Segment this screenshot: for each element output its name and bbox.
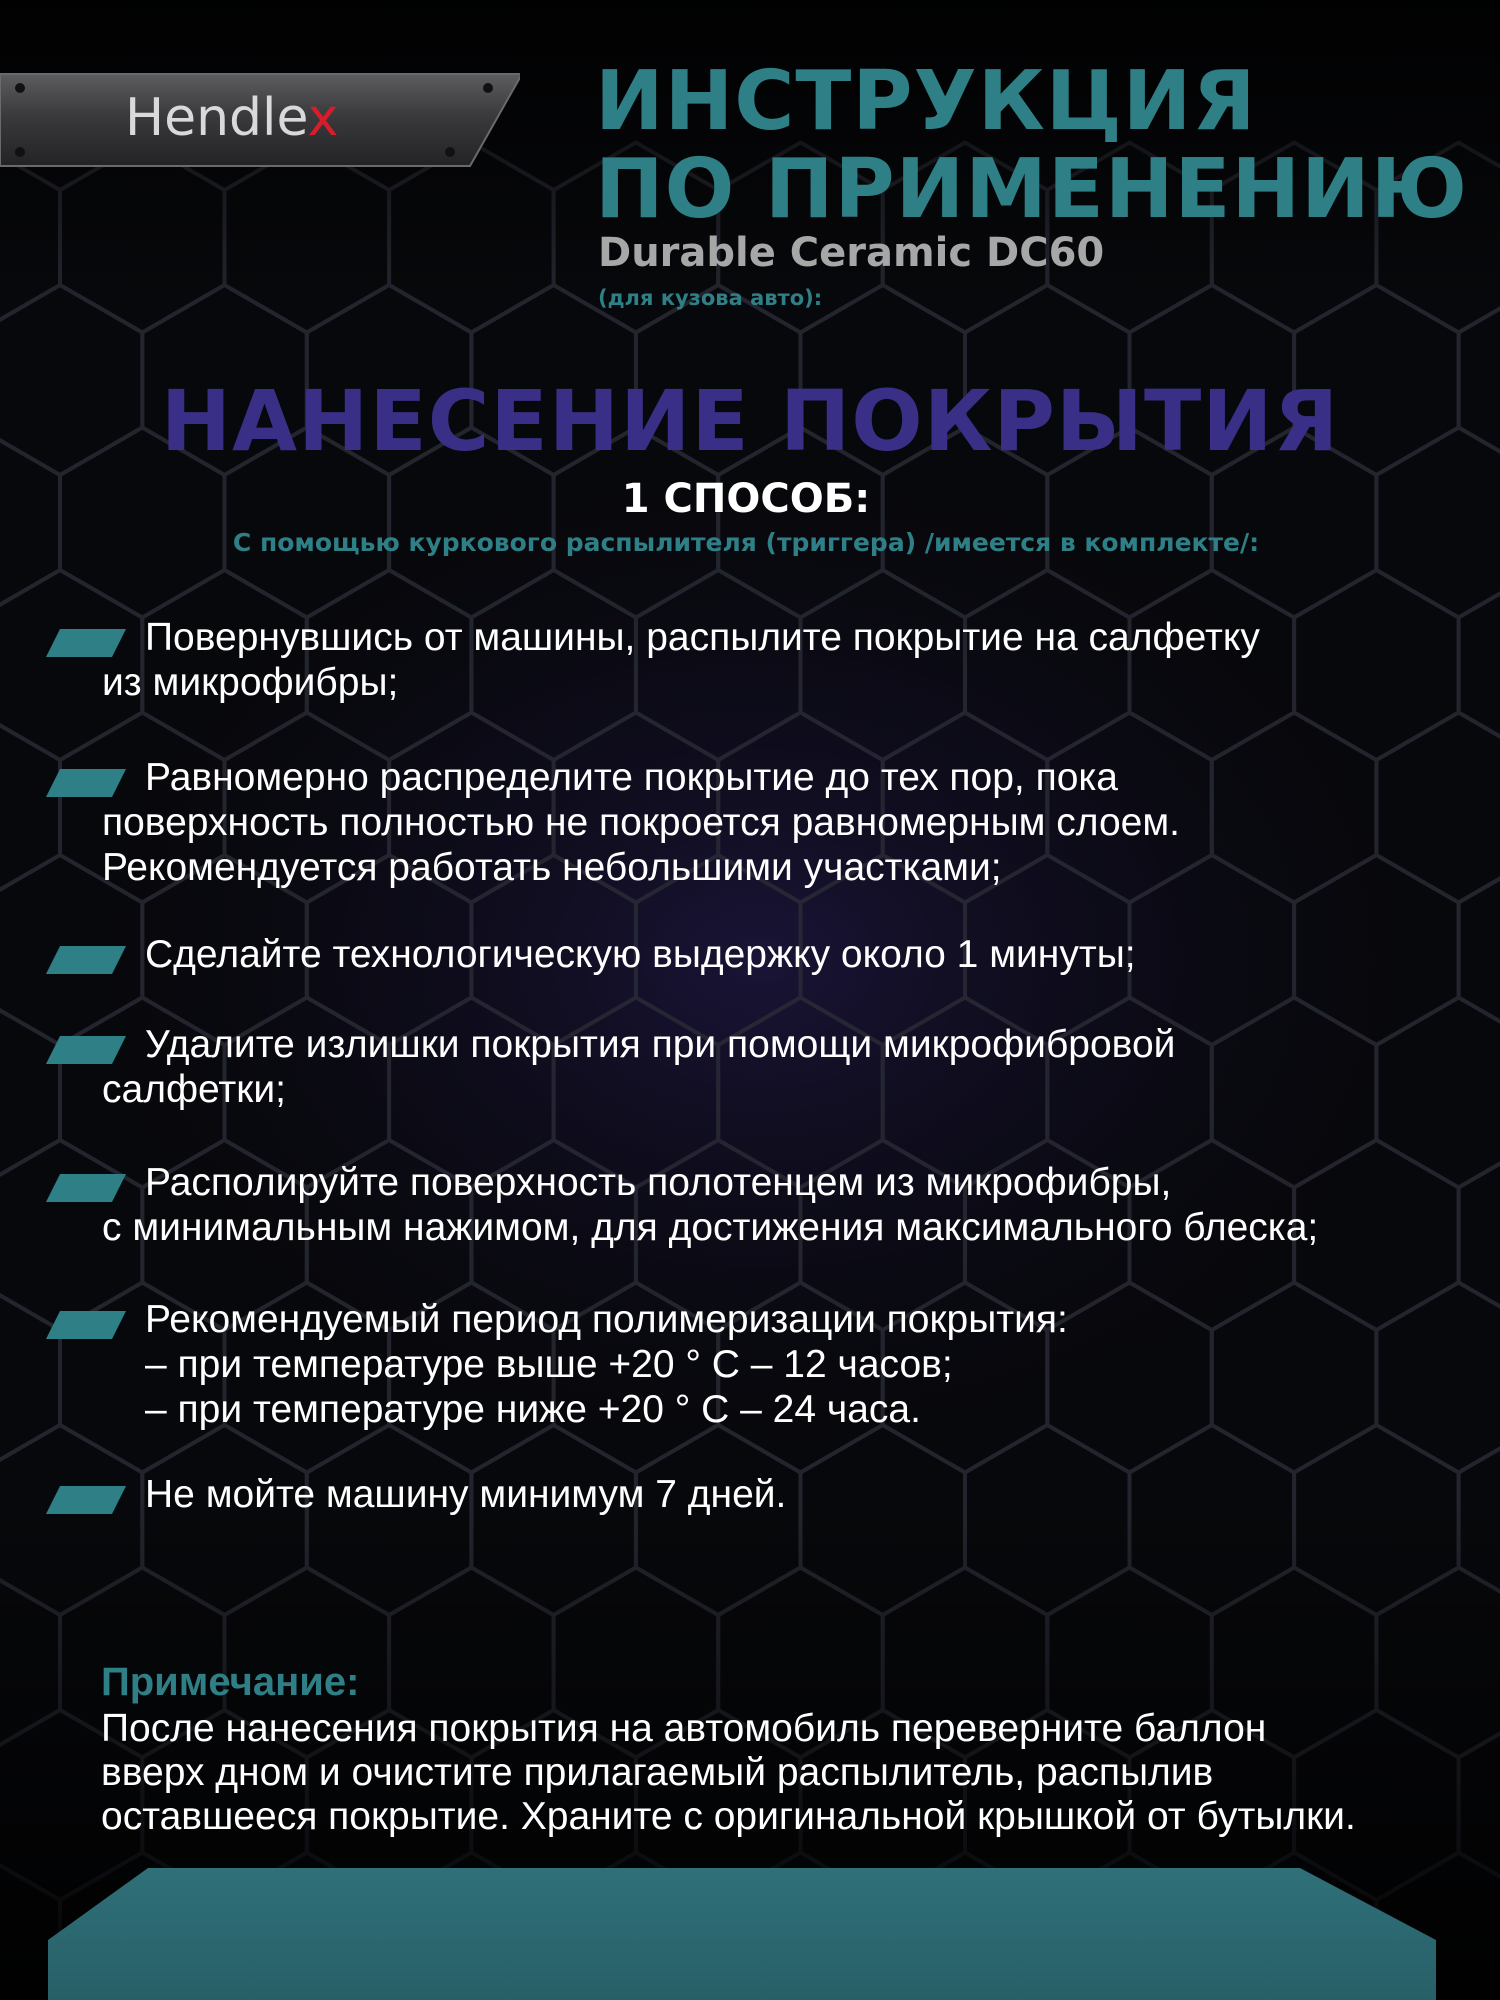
- step-item: [0, 1160, 1500, 1250]
- note-line: После нанесения покрытия на автомобиль переверните баллон: [101, 1707, 1267, 1750]
- step-line: Рекомендуемый период полимеризации покрытия:: [145, 1298, 1068, 1341]
- product-note: (для кузова авто):: [598, 286, 823, 310]
- step-line: салфетки;: [102, 1068, 286, 1111]
- step-line: Не мойте машину минимум 7 дней.: [145, 1473, 787, 1516]
- step-item: [0, 1472, 1500, 1517]
- note-title: Примечание:: [101, 1660, 360, 1704]
- step-item: [0, 755, 1500, 890]
- step-line: поверхность полностью не покроется равномерным слоем.: [102, 801, 1181, 844]
- step-item: [0, 1022, 1500, 1112]
- logo-accent: x: [307, 88, 339, 148]
- page-title-line1: ИНСТРУКЦИЯ: [595, 54, 1257, 149]
- step-line: с минимальным нажимом, для достижения максимального блеска;: [102, 1206, 1319, 1249]
- step-item: [0, 615, 1500, 705]
- product-name: Durable Ceramic DC60: [598, 230, 1105, 276]
- section-title: НАНЕСЕНИЕ ПОКРЫТИЯ: [160, 372, 1340, 470]
- step-line: Располируйте поверхность полотенцем из микрофибры,: [145, 1161, 1172, 1204]
- step-line: Удалите излишки покрытия при помощи микрофибровой: [145, 1023, 1176, 1066]
- note-line: вверх дном и очистите прилагаемый распылитель, распылив: [101, 1751, 1214, 1794]
- step-line: – при температуре выше +20 ° С – 12 часов;: [145, 1343, 953, 1386]
- step-line: Равномерно распределите покрытие до тех пор, пока: [145, 756, 1119, 799]
- hendlex-logo: [125, 88, 338, 148]
- note-line: оставшееся покрытие. Храните с оригинальной крышкой от бутылки.: [101, 1795, 1356, 1838]
- step-line: – при температуре ниже +20 ° С – 24 часа.: [145, 1388, 921, 1431]
- bottom-plate: [0, 1860, 1500, 2000]
- note-body: [101, 1707, 1356, 1839]
- step-line: из микрофибры;: [102, 661, 399, 704]
- step-line: Рекомендуется работать небольшими участками;: [102, 846, 1002, 889]
- page-title-line2: ПО ПРИМЕНЕНИЮ: [595, 142, 1468, 237]
- step-item: [0, 1297, 1500, 1432]
- step-item: [0, 932, 1500, 977]
- step-line: Повернувшись от машины, распылите покрытие на салфетку: [145, 616, 1260, 659]
- step-line: Сделайте технологическую выдержку около 1 минуты;: [145, 933, 1136, 976]
- page-title: [595, 54, 1468, 237]
- method-title: 1 СПОСОБ:: [621, 476, 871, 522]
- logo-prefix: Hendle: [125, 88, 308, 148]
- method-subtitle: С помощью куркового распылителя (триггера) /имеется в комплекте/:: [232, 528, 1260, 557]
